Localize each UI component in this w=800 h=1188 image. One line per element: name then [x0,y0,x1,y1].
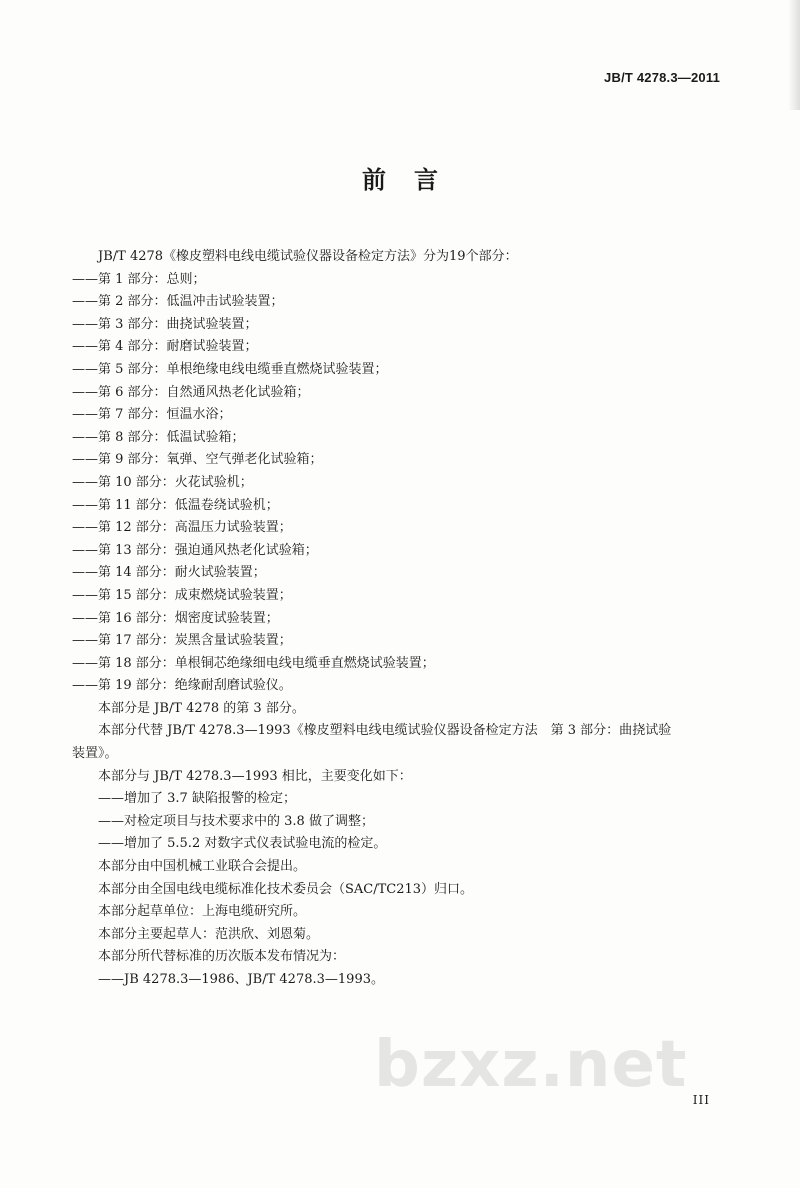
page-title: 前言 [362,166,466,194]
list-item: ——第 17 部分：炭黑含量试验装置； [72,633,292,649]
list-item: ——第 7 部分：恒温水浴； [72,407,232,423]
list-item: ——第 1 部分：总则； [72,271,206,287]
list-item: ——第 10 部分：火花试验机； [72,474,253,490]
replaces-paragraph-line2: 装置》。 [72,746,118,762]
list-item: ——第 3 部分：曲挠试验装置； [72,316,258,332]
list-item: ——第 13 部分：强迫通风热老化试验箱； [72,542,318,558]
replaces-paragraph-line1: 本部分代替 JB/T 4278.3—1993《橡皮塑料电线电缆试验仪器设备检定方法 第 3 部分：曲挠试验 [98,723,672,739]
this-part-paragraph: 本部分是 JB/T 4278 的第 3 部分。 [98,700,305,716]
centralized-by-paragraph: 本部分由全国电线电缆标准化技术委员会（SAC/TC213）归口。 [98,881,474,897]
foreword-body [72,246,732,992]
changes-intro-paragraph: 本部分与 JB/T 4278.3—1993 相比，主要变化如下： [98,768,412,784]
list-item: ——第 4 部分：耐磨试验装置； [72,339,258,355]
parts-list [72,269,732,698]
changes-list [72,788,732,856]
proposed-by-paragraph: 本部分由中国机械工业联合会提出。 [98,859,307,875]
list-item: ——第 5 部分：单根绝缘电线电缆垂直燃烧试验装置； [72,361,388,377]
watermark-text: bzxz.net [374,1028,688,1102]
history-intro-paragraph: 本部分所代替标准的历次版本发布情况为： [98,949,346,965]
list-item: ——第 12 部分：高温压力试验装置； [72,520,292,536]
list-item: ——第 8 部分：低温试验箱； [72,429,245,445]
drafting-unit-paragraph: 本部分起草单位：上海电缆研究所。 [98,904,307,920]
history-paragraph: ——JB 4278.3—1986、JB/T 4278.3—1993。 [98,972,384,987]
list-item: ——增加了 5.5.2 对数字式仪表试验电流的检定。 [98,836,387,852]
list-item: ——增加了 3.7 缺陷报警的检定； [98,791,296,807]
list-item: ——第 6 部分：自然通风热老化试验箱； [72,384,310,400]
drafters-paragraph: 本部分主要起草人：范洪欣、刘恩菊。 [98,926,320,942]
page-edge-shadow [788,0,800,110]
page-number: III [692,1093,710,1107]
list-item: ——第 11 部分：低温卷绕试验机； [72,497,279,513]
list-item: ——第 9 部分：氧弹、空气弹老化试验箱； [72,452,323,468]
list-item: ——第 18 部分：单根铜芯绝缘细电线电缆垂直燃烧试验装置； [72,655,435,671]
list-item: ——第 19 部分：绝缘耐刮磨试验仪。 [72,678,292,694]
list-item: ——第 16 部分：烟密度试验装置； [72,610,279,626]
list-item: ——第 14 部分：耐火试验装置； [72,565,266,581]
intro-paragraph: JB/T 4278《橡皮塑料电线电缆试验仪器设备检定方法》分为19个部分： [98,249,518,264]
standard-number: JB/T 4278.3—2011 [604,70,720,85]
list-item: ——第 15 部分：成束燃烧试验装置； [72,587,292,603]
list-item: ——第 2 部分：低温冲击试验装置； [72,294,284,310]
list-item: ——对检定项目与技术要求中的 3.8 做了调整； [98,813,374,829]
